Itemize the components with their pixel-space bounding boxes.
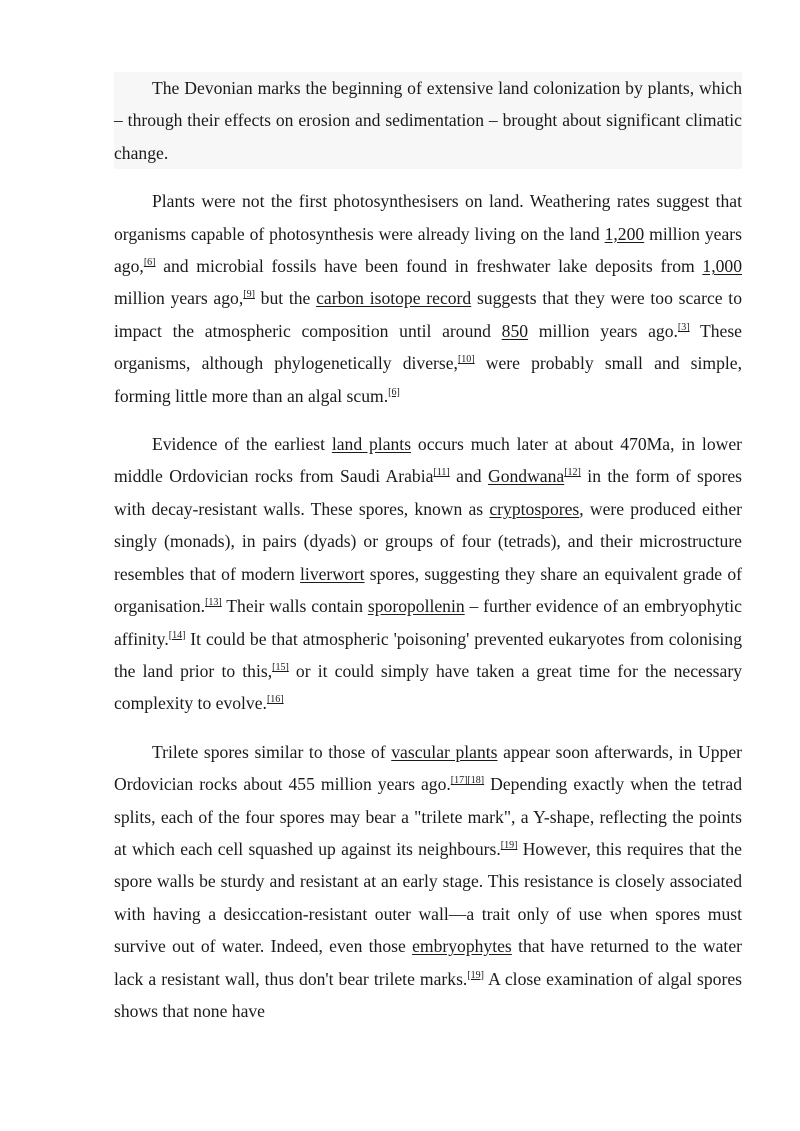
- body-text: Evidence of the earliest: [152, 434, 332, 455]
- body-text: However, this requires that the spore walls be sturdy and resistant at an early stage. This resistance is closely associated with having a desiccation-resistant outer wall—a trait only of use when spores must survive out of water. Indeed, even those: [114, 838, 742, 957]
- citation-ref[interactable]: [6]: [388, 386, 400, 398]
- body-text: in the form of spores with decay-resistant walls. These spores, known as: [114, 466, 742, 519]
- body-text: million years ago,: [114, 288, 244, 309]
- body-text: Depending exactly when the tetrad splits, each of the four spores may bear a "trilete mark", a Y-shape, reflecting the points at which each cell squashed up against its neighbours.: [114, 774, 742, 859]
- link-850[interactable]: 850: [501, 320, 529, 341]
- citation-ref[interactable]: [15]: [272, 661, 289, 673]
- paragraph-1: [114, 72, 742, 169]
- link-land-plants[interactable]: land plants: [331, 434, 412, 455]
- citation-ref[interactable]: [10]: [457, 354, 475, 366]
- citation-ref[interactable]: [17]: [450, 775, 468, 787]
- citation-ref[interactable]: [6]: [143, 257, 156, 269]
- citation-ref[interactable]: [3]: [677, 321, 690, 333]
- paragraph-4: [114, 736, 742, 1028]
- body-text: or it could simply have taken a great time for the necessary complexity to evolve.: [114, 660, 742, 714]
- body-text: occurs much later at about 470Ma, in lower middle Ordovician rocks from Saudi Arabia: [114, 434, 742, 487]
- body-text: suggests that they were too scarce to impact the atmospheric composition until around: [114, 288, 742, 341]
- body-text: The Devonian marks the beginning of extensive land colonization by plants, which – through their effects on erosion and sedimentation – brought about significant climatic change.: [114, 78, 742, 163]
- document-page: [114, 72, 742, 1043]
- body-text: were probably small and simple, forming little more than an algal scum.: [114, 353, 742, 406]
- link-embryophytes[interactable]: embryophytes: [412, 936, 512, 957]
- body-text: A close examination of algal spores shows that none have: [114, 968, 742, 1021]
- body-text: It could be that atmospheric 'poisoning' prevented eukaryotes from colonising the land prior to this,: [114, 628, 742, 681]
- citation-ref[interactable]: [11]: [433, 467, 450, 479]
- body-text: These organisms, although phylogenetically diverse,: [114, 320, 742, 374]
- citation-ref[interactable]: [16]: [266, 694, 284, 706]
- paragraph-3: [114, 428, 742, 720]
- body-text: spores, suggesting they share an equivalent grade of organisation.: [114, 563, 742, 617]
- body-text: that have returned to the water lack a resistant wall, thus don't bear trilete marks.: [114, 936, 742, 989]
- citation-ref[interactable]: [19]: [500, 839, 518, 851]
- body-text: and: [449, 466, 488, 487]
- link-sporopollenin[interactable]: sporopollenin: [367, 596, 465, 617]
- body-text: million years ago,: [114, 223, 743, 277]
- body-text: million years ago.: [528, 320, 678, 341]
- citation-ref[interactable]: [12]: [564, 467, 581, 479]
- citation-ref[interactable]: [18]: [467, 775, 485, 787]
- citation-ref[interactable]: [14]: [168, 629, 186, 641]
- body-text: but the: [254, 288, 317, 309]
- link-liverwort[interactable]: liverwort: [300, 563, 365, 584]
- link-carbon-isotope-record[interactable]: carbon isotope record: [316, 288, 472, 309]
- link-1200[interactable]: 1,200: [604, 223, 645, 244]
- link-cryptospores[interactable]: cryptospores: [489, 498, 580, 519]
- link-gondwana[interactable]: Gondwana: [487, 466, 565, 487]
- citation-ref[interactable]: [9]: [243, 289, 255, 301]
- body-text: Trilete spores similar to those of: [152, 741, 392, 762]
- body-text: , were produced either singly (monads), in pairs (dyads) or groups of four (tetrads), and their microstructure resembles that of modern: [114, 498, 742, 584]
- body-text: and microbial fossils have been found in freshwater lake deposits from: [155, 256, 703, 277]
- body-text: appear soon afterwards, in Upper Ordovician rocks about 455 million years ago.: [114, 741, 742, 795]
- paragraph-2: [114, 185, 742, 412]
- link-1000[interactable]: 1,000: [702, 256, 742, 277]
- body-text: – further evidence of an embryophytic affinity.: [114, 596, 742, 649]
- citation-ref[interactable]: [19]: [467, 969, 484, 981]
- link-vascular-plants[interactable]: vascular plants: [391, 741, 498, 762]
- body-text: Plants were not the first photosynthesisers on land. Weathering rates suggest that organisms capable of photosynthesis were already living on the land: [114, 191, 742, 244]
- citation-ref[interactable]: [13]: [205, 597, 222, 609]
- body-text: Their walls contain: [221, 596, 368, 617]
